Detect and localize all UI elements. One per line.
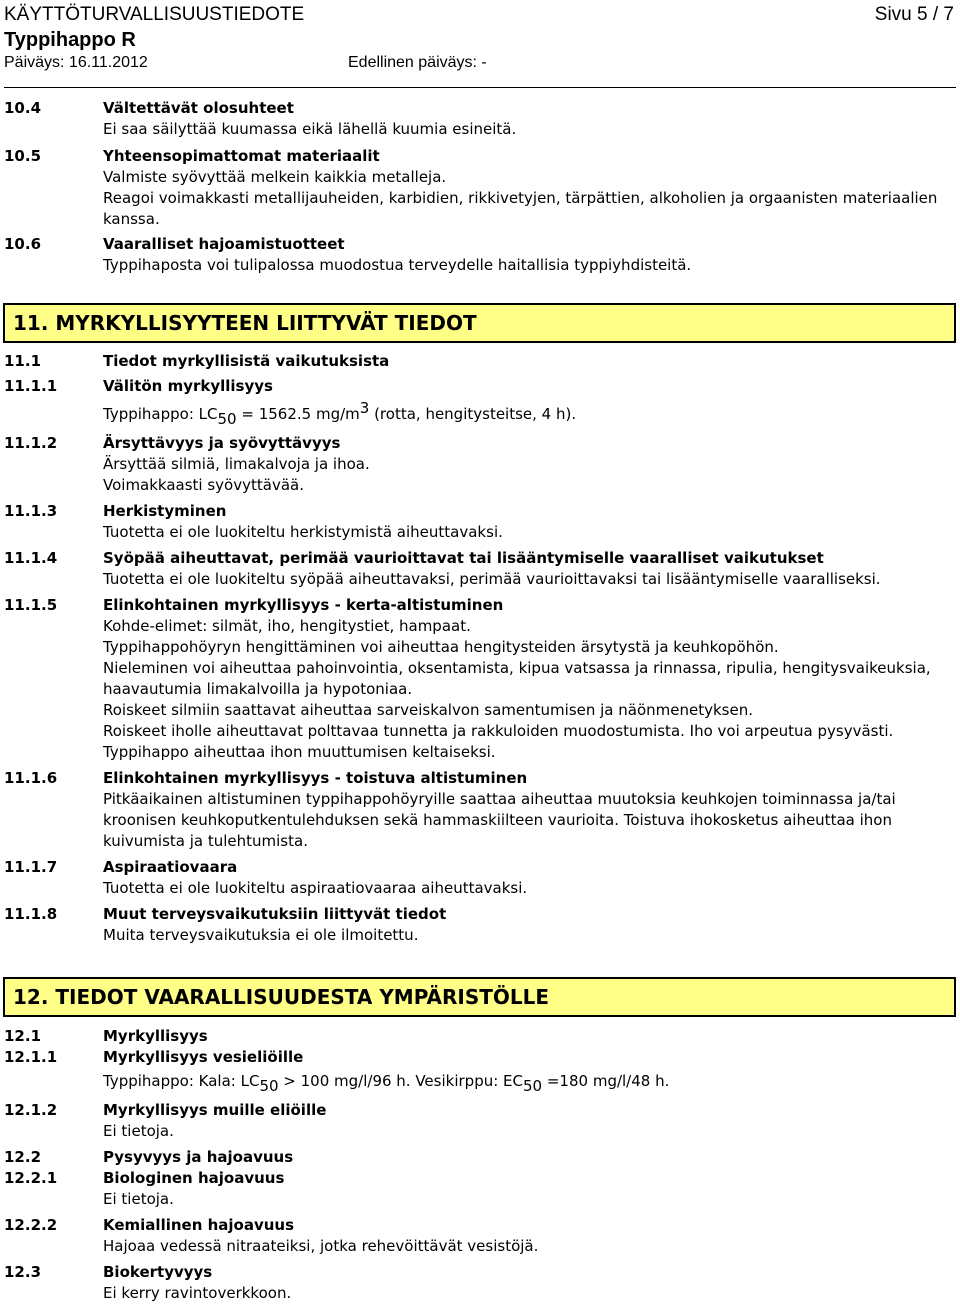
section-heading: Biokertyvyys	[103, 1263, 213, 1281]
section-text: Ei saa säilyttää kuumassa eikä lähellä kuumia esineitä.	[103, 120, 517, 138]
section-text: Typpihaposta voi tulipalossa muodostua terveydelle haitallisia typpiyhdisteitä.	[103, 256, 692, 274]
section-text: Hajoaa vedessä nitraateiksi, jotka rehevöittävät vesistöjä.	[103, 1237, 539, 1255]
section-number: 12.2	[4, 1148, 42, 1166]
section-text: Ärsyttää silmiä, limakalvoja ja ihoa.	[103, 455, 370, 473]
section-text: Muita terveysvaikutuksia ei ole ilmoitettu.	[103, 926, 419, 944]
section-heading: Välitön myrkyllisyys	[103, 377, 273, 395]
page-number: Sivu 5 / 7	[874, 4, 954, 25]
section-number: 11.1.2	[4, 434, 58, 452]
section-text: Pitkäaikainen altistuminen typpihappohöyryille saattaa aiheuttaa muutoksia keuhkojen toiminnassa ja/tai	[103, 790, 896, 808]
section-11-banner	[3, 303, 956, 343]
section-12-title: 12. TIEDOT VAARALLISUUDESTA YMPÄRISTÖLLE	[13, 985, 550, 1009]
aquatic-toxicity-value: Typpihappo: Kala: $LC_{50} > 100$ mg/l/96 h. Vesikirppu: $EC_{50} =180$ mg/l/48 h.	[103, 1072, 670, 1095]
section-heading: Vaaralliset hajoamistuotteet	[103, 235, 345, 253]
section-heading: Kemiallinen hajoavuus	[103, 1216, 295, 1234]
document-header	[4, 2, 954, 74]
section-heading: Yhteensopimattomat materiaalit	[103, 147, 380, 165]
section-text: kuivumista ja tulehtumista.	[103, 832, 308, 850]
section-heading: Elinkohtainen myrkyllisyys - kerta-altistuminen	[103, 596, 504, 614]
section-number: 10.5	[4, 147, 42, 165]
header-divider	[4, 87, 956, 88]
section-number: 10.4	[4, 99, 42, 117]
section-text: Roiskeet silmiin saattavat aiheuttaa sarveiskalvon samentumisen ja näönmenetyksen.	[103, 701, 753, 719]
section-heading: Aspiraatiovaara	[103, 858, 238, 876]
previous-date: Edellinen päiväys: -	[348, 54, 487, 71]
section-number: 11.1.1	[4, 377, 58, 395]
document-type: KÄYTTÖTURVALLISUUSTIEDOTE	[4, 4, 305, 25]
section-text: kroonisen keuhkoputkentulehduksen sekä hammaskiilteen vaurioita. Toistuva ihokosketus aiheuttaa ihon	[103, 811, 892, 829]
section-heading: Tiedot myrkyllisistä vaikutuksista	[103, 352, 390, 370]
section-text: Tuotetta ei ole luokiteltu herkistymistä aiheuttavaksi.	[103, 523, 503, 541]
section-number: 11.1.6	[4, 769, 58, 787]
section-10	[0, 98, 960, 276]
section-text: Valmiste syövyttää melkein kaikkia metalleja.	[103, 168, 447, 186]
section-text: Ei tietoja.	[103, 1190, 174, 1208]
section-number: 11.1.3	[4, 502, 58, 520]
section-heading: Myrkyllisyys	[103, 1027, 208, 1045]
section-text: Typpihappohöyryn hengittäminen voi aiheuttaa hengitysteiden ärsytystä ja keuhkopöhön.	[103, 638, 779, 656]
section-text: Tuotetta ei ole luokiteltu aspiraatiovaaraa aiheuttavaksi.	[103, 879, 528, 897]
section-number: 12.1	[4, 1027, 42, 1045]
section-heading: Elinkohtainen myrkyllisyys - toistuva altistuminen	[103, 769, 528, 787]
section-heading: Herkistyminen	[103, 502, 227, 520]
section-text: Roiskeet iholle aiheuttavat polttavaa tunnetta ja rakkuloiden muodostumista. Iho voi arpeutua pysyvästi.	[103, 722, 894, 740]
issue-date: Päiväys: 16.11.2012	[4, 54, 148, 71]
section-text: Kohde-elimet: silmät, iho, hengitystiet, hampaat.	[103, 617, 471, 635]
section-number: 10.6	[4, 235, 42, 253]
section-number: 12.2.1	[4, 1169, 58, 1187]
section-12	[0, 1026, 960, 1304]
section-heading: Muut terveysvaikutuksiin liittyvät tiedot	[103, 905, 447, 923]
section-text: Voimakkaasti syövyttävää.	[103, 476, 304, 494]
section-number: 11.1.7	[4, 858, 58, 876]
section-heading: Myrkyllisyys muille eliöille	[103, 1101, 327, 1119]
section-number: 12.2.2	[4, 1216, 58, 1234]
section-number: 11.1.4	[4, 549, 58, 567]
section-heading: Syöpää aiheuttavat, perimää vaurioittavat tai lisääntymiselle vaaralliset vaikutukset	[103, 549, 824, 567]
section-heading: Ärsyttävyys ja syövyttävyys	[103, 434, 341, 452]
section-text: Reagoi voimakkasti metallijauheiden, karbidien, rikkivetyjen, tärpättien, alkoholien ja orgaanisten materiaalien	[103, 189, 938, 207]
section-number: 12.1.2	[4, 1101, 58, 1119]
section-text: Ei tietoja.	[103, 1122, 174, 1140]
product-name: Typpihappo R	[4, 29, 136, 51]
section-text: haavautumia limakalvoilla ja hypotoniaa.	[103, 680, 413, 698]
section-heading: Vältettävät olosuhteet	[103, 99, 294, 117]
lc50-value: Typpihappo: $LC_{50} = 1562.5$ $mg/m^3$ (rotta, hengitysteitse, 4 h).	[103, 399, 577, 428]
section-text: Typpihappo aiheuttaa ihon muuttumisen keltaiseksi.	[103, 743, 496, 761]
section-number: 11.1.8	[4, 905, 58, 923]
section-number: 12.3	[4, 1263, 42, 1281]
section-12-banner	[3, 977, 956, 1017]
section-number: 11.1	[4, 352, 42, 370]
section-text: Tuotetta ei ole luokiteltu syöpää aiheuttavaksi, perimää vaurioittavaksi tai lisääntymiselle vaaralliseksi.	[103, 570, 881, 588]
section-11-title: 11. MYRKYLLISYYTEEN LIITTYVÄT TIEDOT	[13, 311, 477, 335]
section-text: Nieleminen voi aiheuttaa pahoinvointia, oksentamista, kipua vatsassa ja rinnassa, ripulia, hengitysvaikeuksia,	[103, 659, 931, 677]
section-heading: Pysyvyys ja hajoavuus	[103, 1148, 294, 1166]
section-heading: Myrkyllisyys vesieliöille	[103, 1048, 304, 1066]
section-number: 11.1.5	[4, 596, 58, 614]
section-text: Ei kerry ravintoverkkoon.	[103, 1284, 292, 1302]
section-text: kanssa.	[103, 210, 160, 228]
section-heading: Biologinen hajoavuus	[103, 1169, 285, 1187]
section-number: 12.1.1	[4, 1048, 58, 1066]
section-11	[0, 351, 960, 946]
